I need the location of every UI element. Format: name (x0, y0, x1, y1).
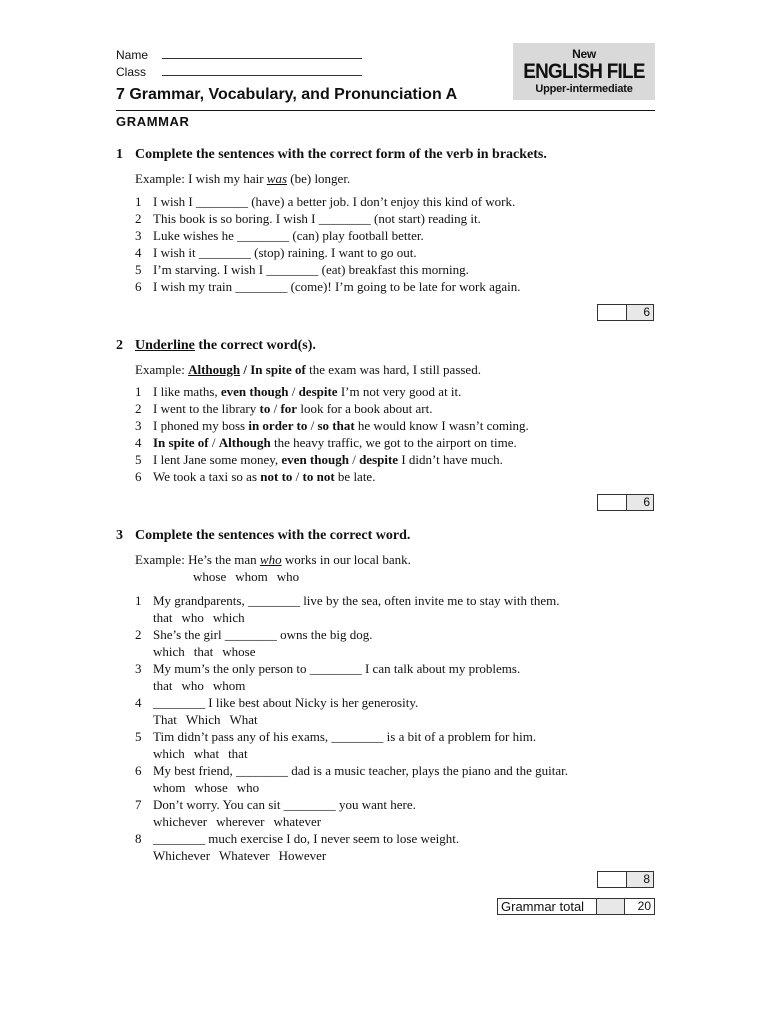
exercise-1-title (116, 147, 547, 163)
item-number: 4 (135, 695, 142, 710)
sentence-item (135, 262, 469, 278)
item-text-after: look for a book about art. (297, 401, 433, 416)
logo-new: New (572, 47, 596, 61)
option-word[interactable]: that (153, 610, 173, 625)
item-number: 5 (135, 262, 142, 277)
exercise-3-example: Example: He’s the man who works in our local bank. (135, 552, 411, 567)
class-line[interactable] (162, 65, 362, 76)
item-text-before: I phoned my boss (153, 418, 249, 433)
option-word[interactable]: who (236, 780, 260, 795)
choice-b[interactable]: despite (359, 452, 399, 467)
item-number: 7 (135, 797, 142, 812)
item-text: Don’t worry. You can sit ________ you want here. (153, 797, 416, 812)
option-word[interactable]: whose (222, 644, 256, 659)
sentence-item (135, 831, 459, 847)
exercise-number: 3 (116, 528, 123, 543)
exercise-3-title (116, 528, 410, 544)
exercise-1-example: Example: I wish my hair was (be) longer. (135, 171, 351, 186)
item-number: 6 (135, 279, 142, 294)
choice-a[interactable]: to (259, 401, 271, 416)
item-text: Luke wishes he ________ (can) play football better. (153, 228, 424, 243)
item-text: I wish my train ________ (come)! I’m going to be late for work again. (153, 279, 521, 294)
sentence-item (135, 435, 517, 451)
grammar-total (497, 898, 655, 915)
option-word[interactable]: whose (194, 780, 228, 795)
option-word[interactable]: Whichever (153, 848, 211, 863)
item-number: 2 (135, 211, 142, 226)
item-text: This book is so boring. I wish I ________ (not start) reading it. (153, 211, 481, 226)
option-word[interactable]: whose (193, 569, 227, 584)
choice-b[interactable]: so that (317, 418, 355, 433)
item-number: 5 (135, 452, 142, 467)
item-options (153, 610, 245, 626)
grammar-total-value: 20 (637, 899, 651, 913)
item-text-after: be late. (334, 469, 376, 484)
sentence-item (135, 384, 461, 400)
option-word[interactable]: who (181, 610, 204, 625)
example-answer: who (259, 552, 282, 567)
exercise-2-title (116, 338, 316, 354)
item-text-after: I didn’t have much. (398, 452, 503, 467)
grammar-total-input[interactable] (597, 899, 625, 914)
option-word[interactable]: who (181, 678, 204, 693)
underline-word: Underline (135, 338, 195, 353)
item-options (153, 848, 326, 864)
choice-a[interactable]: even though (220, 384, 289, 399)
name-field (116, 45, 362, 62)
example-answer: was (266, 171, 288, 186)
grammar-total-label: Grammar total (497, 898, 596, 915)
choice-a[interactable]: In spite of (153, 435, 209, 450)
item-number: 8 (135, 831, 142, 846)
sentence-item (135, 418, 529, 434)
sentence-item (135, 401, 432, 417)
option-word[interactable]: Which (185, 712, 221, 727)
example-options (193, 569, 299, 585)
item-text-after: the heavy traffic, we got to the airport on time. (270, 435, 517, 450)
option-word[interactable]: which (153, 746, 185, 761)
title-divider (116, 110, 655, 111)
option-word[interactable]: whom (153, 780, 186, 795)
item-number: 6 (135, 469, 142, 484)
sentence-item (135, 228, 424, 244)
sentence-item (135, 797, 416, 813)
option-word[interactable]: That (153, 712, 177, 727)
option-word[interactable]: which (153, 644, 185, 659)
section-heading: GRAMMAR (116, 114, 190, 129)
item-number: 2 (135, 401, 142, 416)
item-number: 3 (135, 228, 142, 243)
item-options (153, 746, 248, 762)
option-word[interactable]: whom (235, 569, 268, 584)
example-answer: Although (188, 362, 241, 377)
option-word[interactable]: who (276, 569, 300, 584)
item-text: I wish it ________ (stop) raining. I want to go out. (153, 245, 417, 260)
sentence-item (135, 763, 568, 779)
item-options (153, 678, 245, 694)
choice-separator: / (348, 452, 360, 467)
class-field (116, 62, 362, 79)
grammar-total-box (596, 898, 655, 915)
item-number: 4 (135, 245, 142, 260)
option-word[interactable]: What (229, 712, 258, 727)
option-word[interactable]: whatever (273, 814, 322, 829)
logo-title: ENGLISH FILE (523, 60, 645, 83)
exercise-instruction: Complete the sentences with the correct word. (135, 528, 411, 543)
option-word[interactable]: that (228, 746, 248, 761)
item-text: ________ much exercise I do, I never seem to lose weight. (153, 831, 460, 846)
sentence-item (135, 593, 560, 609)
sentence-item (135, 729, 536, 745)
item-text: My mum’s the only person to ________ I can talk about my problems. (153, 661, 521, 676)
score-max: 6 (626, 494, 654, 511)
student-info (116, 45, 362, 79)
exercise-number: 2 (116, 338, 123, 353)
exercise-instruction: Complete the sentences with the correct form of the verb in brackets. (135, 147, 547, 162)
sentence-item (135, 627, 373, 643)
item-text-before: I went to the library (153, 401, 260, 416)
option-word[interactable]: However (278, 848, 327, 863)
choice-a[interactable]: in order to (248, 418, 308, 433)
item-text: My best friend, ________ dad is a music teacher, plays the piano and the guitar. (153, 763, 569, 778)
score-input[interactable] (597, 494, 626, 511)
exercise-instruction: the correct word(s). (194, 338, 316, 353)
item-number: 3 (135, 418, 142, 433)
score-input[interactable] (597, 871, 626, 888)
item-options (153, 780, 259, 796)
choice-b[interactable]: for (280, 401, 298, 416)
item-number: 4 (135, 435, 142, 450)
sentence-item (135, 695, 418, 711)
item-text-after: I’m not very good at it. (337, 384, 462, 399)
option-word[interactable]: Whatever (219, 848, 270, 863)
item-text: She’s the girl ________ owns the big dog. (153, 627, 373, 642)
logo-level: Upper-intermediate (535, 83, 633, 95)
item-number: 1 (135, 194, 142, 209)
class-label: Class (116, 65, 147, 79)
sentence-item (135, 452, 503, 468)
option-word[interactable]: that (193, 644, 214, 659)
sentence-item (135, 469, 375, 485)
item-text: I’m starving. I wish I ________ (eat) breakfast this morning. (153, 262, 469, 277)
item-text-after: he would know I wasn’t coming. (354, 418, 529, 433)
sentence-item (135, 194, 515, 210)
name-line[interactable] (162, 48, 362, 59)
option-word[interactable]: what (193, 746, 220, 761)
score-max: 8 (626, 871, 654, 888)
item-text-before: I like maths, (153, 384, 221, 399)
choice-a[interactable]: not to (260, 469, 293, 484)
exercise-2-example: Example: Although / In spite of the exam was hard, I still passed. (135, 362, 481, 377)
item-options (153, 814, 321, 830)
score-input[interactable] (597, 304, 626, 321)
sentence-item (135, 661, 520, 677)
item-options (153, 712, 258, 728)
english-file-logo (513, 43, 655, 100)
exercise-3-score (597, 871, 655, 888)
option-word[interactable]: that (153, 678, 173, 693)
exercise-number: 1 (116, 147, 123, 162)
sentence-item (135, 279, 521, 295)
name-label: Name (116, 48, 149, 62)
item-options (153, 644, 256, 660)
item-text-before: We took a taxi so as (153, 469, 261, 484)
item-number: 1 (135, 593, 142, 608)
option-word[interactable]: wherever (216, 814, 265, 829)
item-number: 6 (135, 763, 142, 778)
choice-separator: / (292, 469, 303, 484)
item-text: Tim didn’t pass any of his exams, ________ is a bit of a problem for him. (153, 729, 537, 744)
choice-separator: / (270, 401, 281, 416)
option-word[interactable]: whom (212, 678, 246, 693)
choice-separator: / (307, 418, 318, 433)
item-number: 5 (135, 729, 142, 744)
choice-b[interactable]: Although (218, 435, 271, 450)
option-word[interactable]: whichever (153, 814, 208, 829)
exercise-2-score (597, 494, 655, 511)
choice-a[interactable]: even though (281, 452, 349, 467)
item-text: I wish I ________ (have) a better job. I don’t enjoy this kind of work. (153, 194, 516, 209)
option-word[interactable]: which (212, 610, 245, 625)
item-number: 1 (135, 384, 142, 399)
unit-title: 7 Grammar, Vocabulary, and Pronunciation A (116, 86, 458, 103)
choice-b[interactable]: despite (298, 384, 338, 399)
item-text: ________ I like best about Nicky is her generosity. (153, 695, 419, 710)
choice-separator: / (208, 435, 219, 450)
item-text-before: I lent Jane some money, (153, 452, 282, 467)
score-max: 6 (626, 304, 654, 321)
sentence-item (135, 245, 417, 261)
item-number: 2 (135, 627, 142, 642)
choice-b[interactable]: to not (302, 469, 335, 484)
choice-separator: / (288, 384, 299, 399)
exercise-1-score (597, 304, 655, 321)
sentence-item (135, 211, 481, 227)
item-text: My grandparents, ________ live by the sea, often invite me to stay with them. (153, 593, 560, 608)
item-number: 3 (135, 661, 142, 676)
